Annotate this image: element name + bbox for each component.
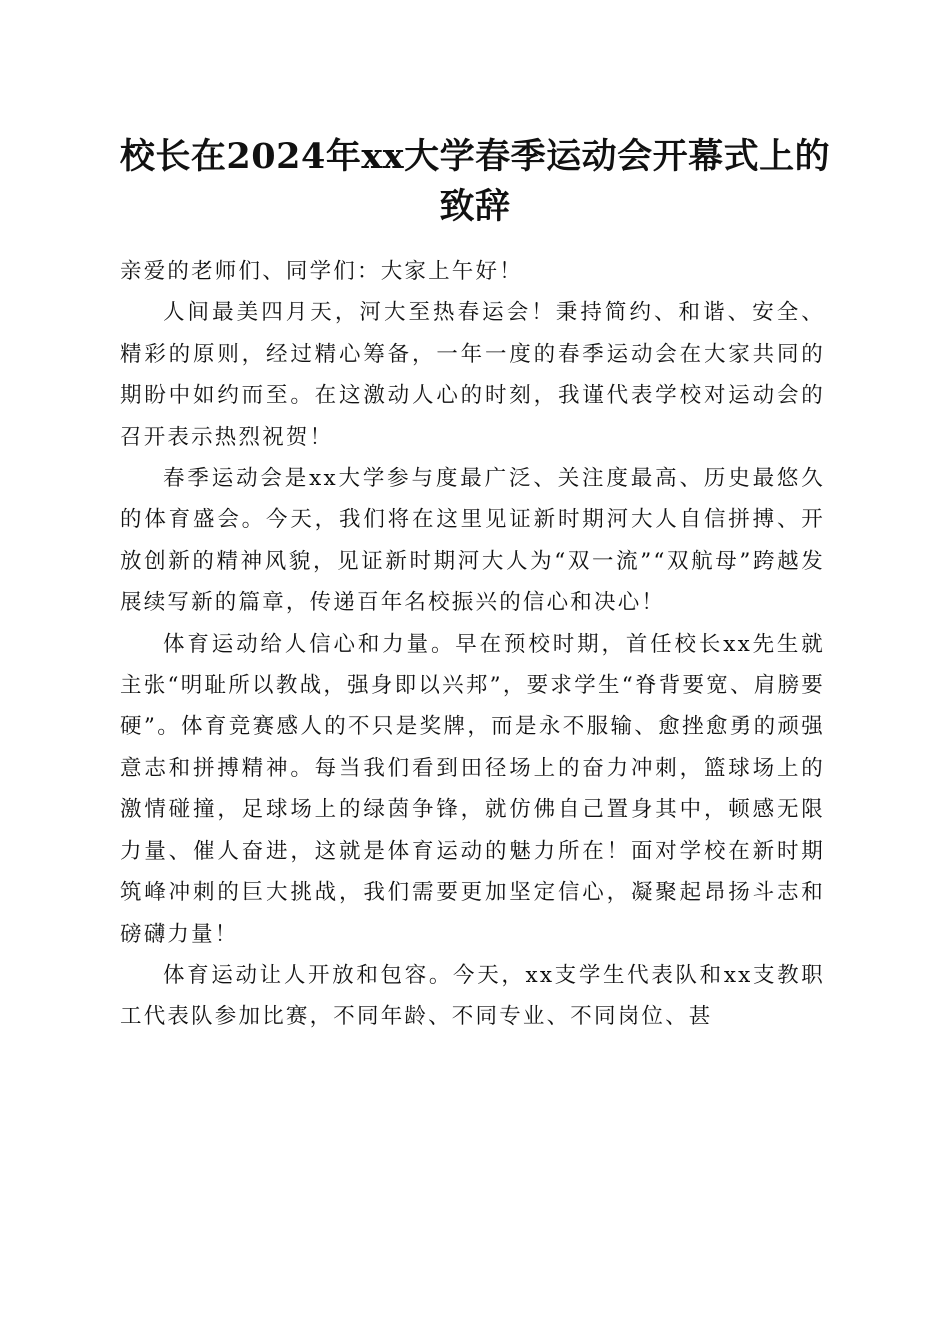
paragraph-2: 春季运动会是xx大学参与度最广泛、关注度最高、历史最悠久的体育盛会。今天，我们将在这里见证新时期河大人自信拼搏、开放创新的精神风貌，见证新时期河大人为“双一流”“双航母”跨越发展续写新的篇章，传递百年名校振兴的信心和决心！ [120, 466, 825, 616]
document-body [120, 251, 825, 1038]
title-line-2: 致辞 [439, 186, 511, 227]
paragraph-3: 体育运动给人信心和力量。早在预校时期，首任校长xx先生就主张“明耻所以教战，强身即以兴邦”，要求学生“脊背要宽、肩膀要硬”。体育竞赛感人的不只是奖牌，而是永不服输、愈挫愈勇的顽强意志和拼搏精神。每当我们看到田径场上的奋力冲刺，篮球场上的激情碰撞，足球场上的绿茵争锋，就仿佛自己置身其中，顿感无限力量、催人奋进，这就是体育运动的魅力所在！面对学校在新时期筑峰冲刺的巨大挑战，我们需要更加坚定信心，凝聚起昂扬斗志和磅礴力量！ [120, 631, 825, 947]
paragraph-4: 体育运动让人开放和包容。今天，xx支学生代表队和xx支教职工代表队参加比赛，不同年龄、不同专业、不同岗位、甚 [120, 962, 825, 1030]
title-line-1: 校长在2024年xx大学春季运动会开幕式上的 [119, 136, 831, 177]
salutation: 亲爱的老师们、同学们：大家上午好！ [120, 259, 523, 284]
paragraph-1: 人间最美四月天，河大至热春运会！秉持简约、和谐、安全、精彩的原则，经过精心筹备，一年一度的春季运动会在大家共同的期盼中如约而至。在这激动人心的时刻，我谨代表学校对运动会的召开表示热烈祝贺！ [120, 300, 825, 450]
document-title [110, 132, 840, 232]
